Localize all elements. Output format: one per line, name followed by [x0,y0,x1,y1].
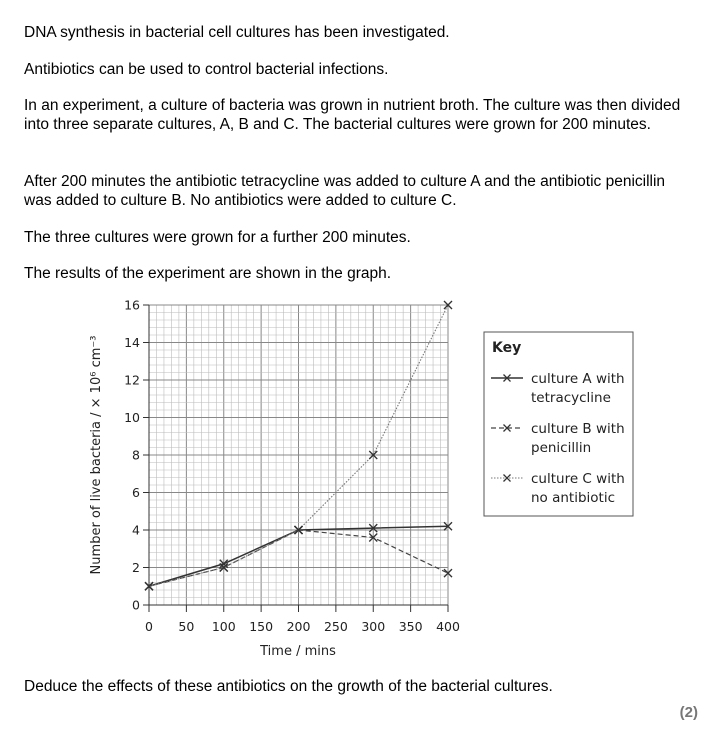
y-tick-label: 6 [132,485,140,500]
key-label-line1: culture A with [531,371,625,387]
intro-text-4: After 200 minutes the antibiotic tetracycline was added to culture A and the antibiotic penicillin was added to culture B. No antibiotics were added to culture C. [24,173,666,209]
x-axis-label: Time / mins [260,644,336,659]
x-tick-label: 250 [323,619,348,634]
key-label-line2: tetracycline [531,390,611,406]
y-tick-label: 8 [132,447,140,463]
intro-text-3: In an experiment, a culture of bacteria was grown in nutrient broth. The culture was then divided into three separate cultures, A, B and C. The bacterial cultures were grown for 200 minutes. [24,97,681,133]
key-label-line2: no antibiotic [531,490,616,506]
x-tick-label: 400 [436,619,460,634]
key-label-line2: penicillin [531,440,592,456]
y-tick-label: 12 [124,372,140,388]
y-tick-label: 0 [132,597,140,613]
key-label-line1: culture C with [531,471,625,487]
y-tick-label: 14 [124,335,140,350]
y-tick-label: 10 [124,410,140,425]
intro-text-1: DNA synthesis in bacterial cell cultures has been investigated. [24,24,450,41]
intro-text-2: Antibiotics can be used to control bacterial infections. [24,61,389,78]
y-axis-label: Number of live bacteria / × 10⁶ cm⁻³ [89,335,104,575]
key-label-line1: culture B with [531,421,625,437]
intro-text-5: The three cultures were grown for a further 200 minutes. [24,229,411,246]
intro-text-6: The results of the experiment are shown in the graph. [24,265,392,282]
y-tick-label: 16 [124,297,140,313]
x-tick-label: 50 [178,619,195,634]
x-tick-label: 150 [249,619,274,634]
y-tick-label: 2 [132,560,140,575]
question-text: Deduce the effects of these antibiotics on the growth of the bacterial cultures. [24,678,553,695]
chart-key [484,332,633,516]
chart-grid [149,305,448,605]
x-tick-label: 200 [286,619,311,634]
y-tick-label: 4 [132,522,140,538]
chart-axes [124,298,460,635]
x-tick-label: 100 [211,619,236,634]
x-tick-label: 300 [361,619,386,634]
x-tick-label: 350 [398,619,423,634]
x-tick-label: 0 [145,619,153,634]
marks-label: (2) [679,704,698,721]
key-title: Key [492,340,522,356]
